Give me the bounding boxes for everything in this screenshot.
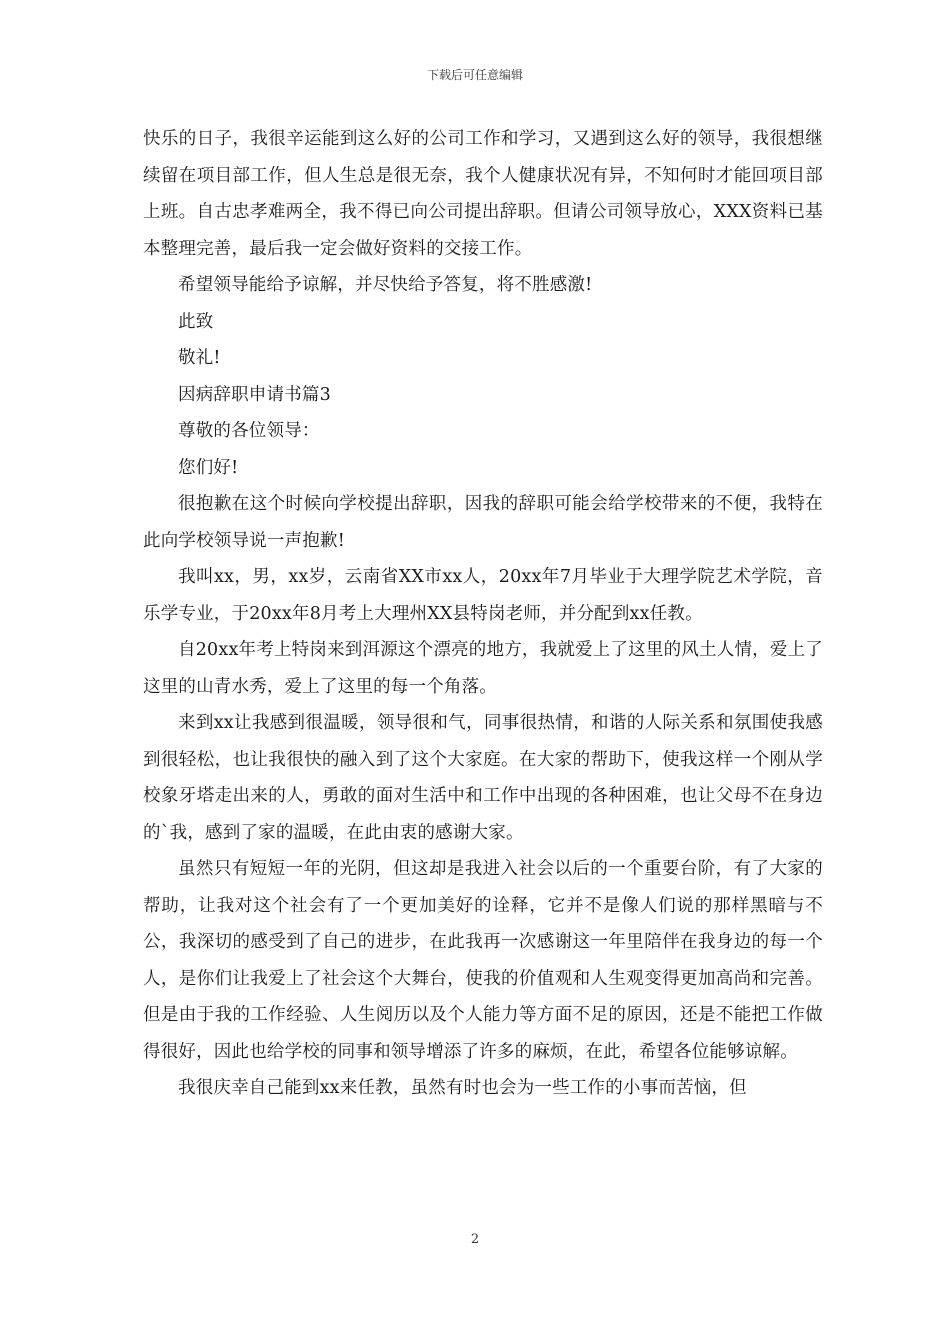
paragraph: 自20xx年考上特岗来到洱源这个漂亮的地方，我就爱上了这里的风土人情，爱上了这里的山青水秀，爱上了这里的每一个角落。 <box>143 640 823 697</box>
paragraph: 很抱歉在这个时候向学校提出辞职，因我的辞职可能会给学校带来的不便，我特在此向学校领导说一声抱歉! <box>143 494 823 551</box>
section-title: 因病辞职申请书篇3 <box>178 384 331 405</box>
paragraph: 我叫xx，男，xx岁，云南省XX市xx人，20xx年7月毕业于大理学院艺术学院，音乐学专业，于20xx年8月考上大理州XX县特岗老师，并分配到xx任教。 <box>143 567 823 624</box>
document-body <box>143 121 823 1107</box>
page-number: 2 <box>470 1232 480 1247</box>
greeting: 尊敬的各位领导： <box>178 421 320 441</box>
paragraph: 希望领导能给予谅解，并尽快给予答复，将不胜感激! <box>178 275 593 295</box>
page-header: 下载后可任意编辑 <box>426 68 523 82</box>
paragraph: 我很庆幸自己能到xx来任教，虽然有时也会为一些工作的小事而苦恼，但 <box>178 1078 747 1098</box>
paragraph: 虽然只有短短一年的光阴，但这却是我进入社会以后的一个重要台阶，有了大家的帮助，让我对这个社会有了一个更加美好的诠释，它并不是像人们说的那样黑暗与不公，我深切的感受到了自己的进步，在此我再一次感谢这一年里陪伴在我身边的每一个人，是你们让我爱上了社会这个大舞台，使我的价值观和人生观变得更加高尚和完善。但是由于我的工作经验、人生阅历以及个人能力等方面不足的原因，还是不能把工作做得很好，因此也给学校的同事和领导增添了许多的麻烦，在此，希望各位能够谅解。 <box>143 859 823 1062</box>
closing-salutation: 此致 <box>178 311 214 332</box>
paragraph: 来到xx让我感到很温暖，领导很和气，同事很热情，和谐的人际关系和氛围使我感到很轻松，也让我很快的融入到了这个大家庭。在大家的帮助下，使我这样一个刚从学校象牙塔走出来的人，勇敢的面对生活中和工作中出现的各种困难，也让父母不在身边的`我，感到了家的温暖，在此由衷的感谢大家。 <box>143 713 823 843</box>
closing-regards: 敬礼! <box>178 348 221 368</box>
paragraph: 快乐的日子，我很辛运能到这么好的公司工作和学习，又遇到这么好的领导，我很想继续留在项目部工作，但人生总是很无奈，我个人健康状况有异，不知何时才能回项目部上班。自古忠孝难两全，我不得已向公司提出辞职。但请公司领导放心，XXX资料已基本整理完善，最后我一定会做好资料的交接工作。 <box>143 129 823 259</box>
greeting-line: 您们好! <box>178 457 239 478</box>
